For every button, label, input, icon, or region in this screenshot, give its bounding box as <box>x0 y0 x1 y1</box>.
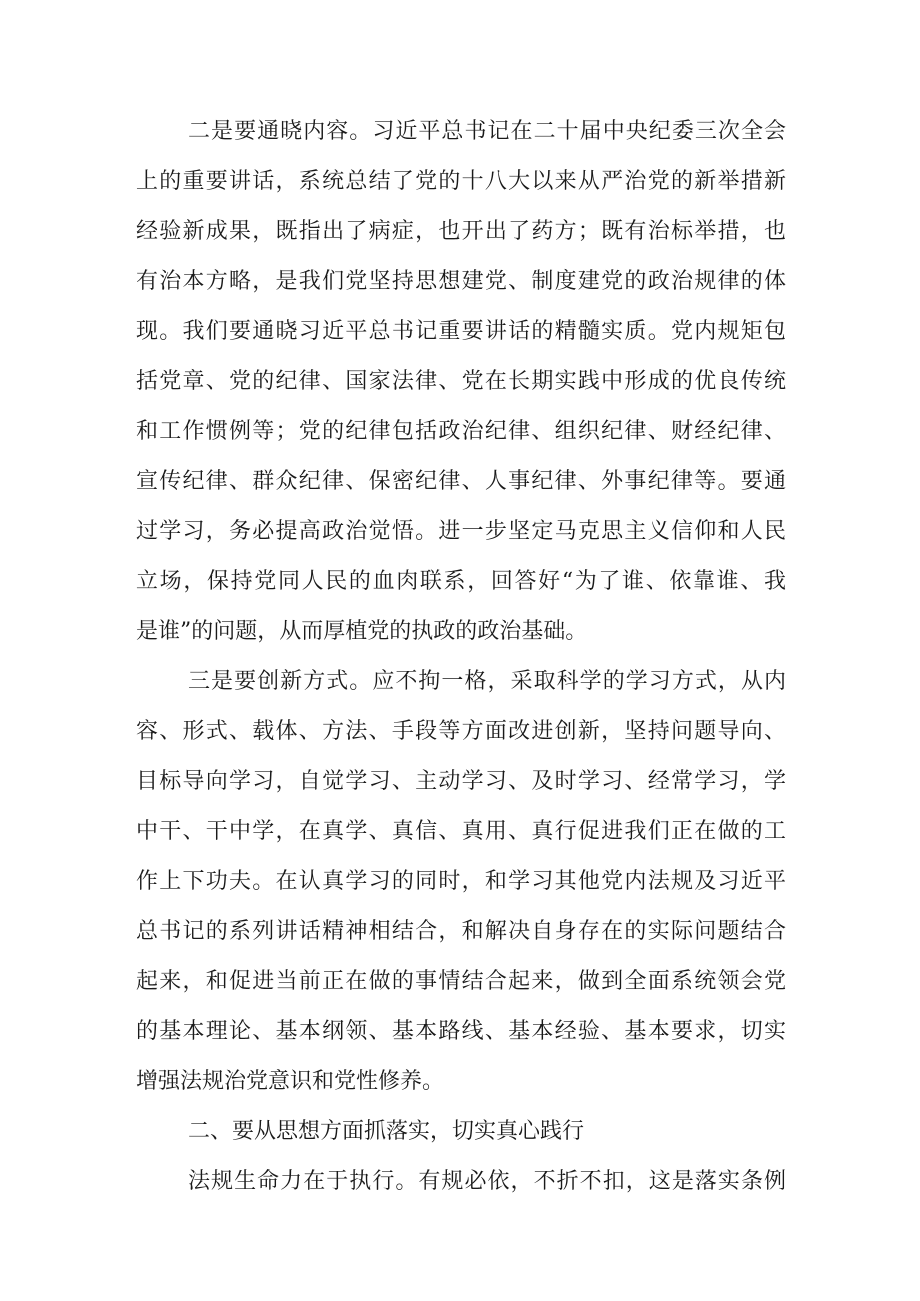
text-line: 二是要通晓内容。习近平总书记在二十届中央纪委三次全会 <box>188 119 786 144</box>
text-line: 立场，保持党同人民的血肉联系，回答好“为了谁、依靠谁、我 <box>136 569 786 594</box>
text-line: 现。我们要通晓习近平总书记重要讲话的精髓实质。党内规矩包 <box>136 319 786 344</box>
text-line: 法规生命力在于执行。有规必依，不折不扣，这是落实条例 <box>188 1169 786 1194</box>
text-line: 目标导向学习，自觉学习、主动学习、及时学习、经常学习，学 <box>136 769 786 794</box>
text-line: 三是要创新方式。应不拘一格，采取科学的学习方式，从内 <box>188 669 786 694</box>
text-line: 的基本理论、基本纲领、基本路线、基本经验、基本要求，切实 <box>136 1019 786 1044</box>
text-line: 容、形式、载体、方法、手段等方面改进创新，坚持问题导向、 <box>136 719 786 744</box>
text-line: 有治本方略，是我们党坚持思想建党、制度建党的政治规律的体 <box>136 269 786 294</box>
section-heading: 二、要从思想方面抓落实，切实真心践行 <box>188 1119 585 1144</box>
text-line: 和工作惯例等；党的纪律包括政治纪律、组织纪律、财经纪律、 <box>136 419 786 444</box>
text-line: 括党章、党的纪律、国家法律、党在长期实践中形成的优良传统 <box>136 369 786 394</box>
text-line: 宣传纪律、群众纪律、保密纪律、人事纪律、外事纪律等。要通 <box>136 469 786 494</box>
text-line: 中干、干中学，在真学、真信、真用、真行促进我们正在做的工 <box>136 819 786 844</box>
text-line: 是谁”的问题，从而厚植党的执政的政治基础。 <box>136 619 588 644</box>
text-line: 增强法规治党意识和党性修养。 <box>136 1069 445 1094</box>
text-line: 上的重要讲话，系统总结了党的十八大以来从严治党的新举措新 <box>136 169 786 194</box>
text-line: 过学习，务必提高政治觉悟。进一步坚定马克思主义信仰和人民 <box>136 519 786 544</box>
text-line: 总书记的系列讲话精神相结合，和解决自身存在的实际问题结合 <box>136 919 786 944</box>
text-line: 经验新成果，既指出了病症，也开出了药方；既有治标举措，也 <box>136 219 786 244</box>
text-line: 作上下功夫。在认真学习的同时，和学习其他党内法规及习近平 <box>136 869 786 894</box>
text-line: 起来，和促进当前正在做的事情结合起来，做到全面系统领会党 <box>136 969 786 994</box>
